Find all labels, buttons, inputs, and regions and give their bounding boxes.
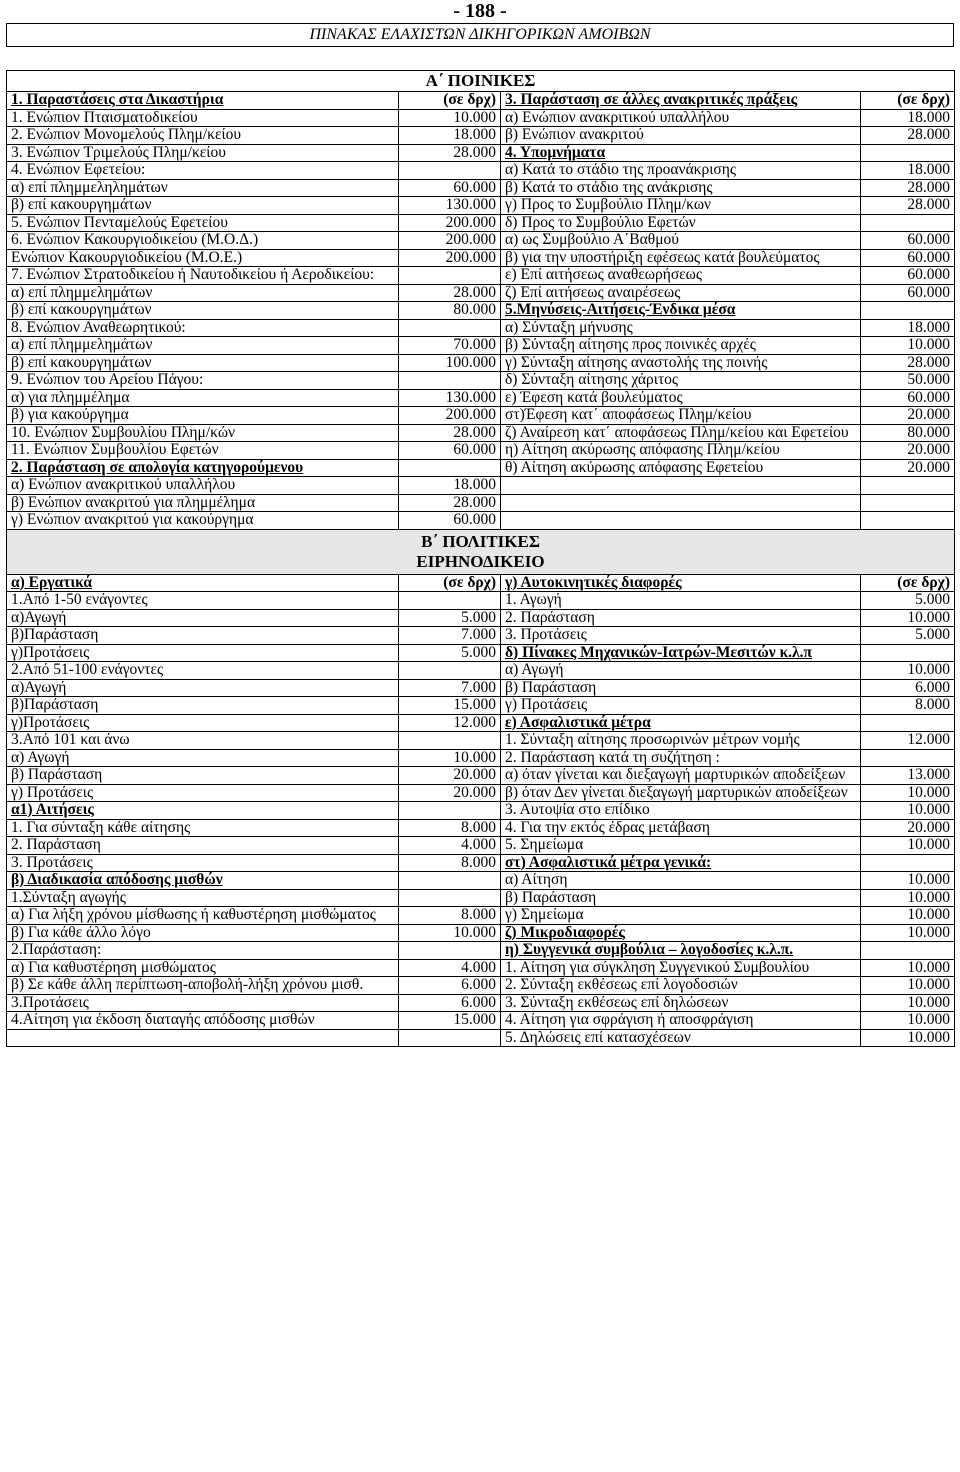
table-row — [7, 644, 955, 662]
right-item-label: β) Κατά το στάδιο της ανάκρισης — [501, 179, 861, 197]
right-item-label: η) Αίτηση ακύρωσης απόφασης Πλημ/κείου — [501, 442, 861, 460]
table-row — [7, 337, 955, 355]
table-row — [7, 872, 955, 890]
left-item-label: β) Ενώπιον ανακριτού για πλημμέλημα — [7, 494, 399, 512]
table-row — [7, 354, 955, 372]
left-item-label: β) επί κακουργημάτων — [7, 302, 399, 320]
table-row — [7, 749, 955, 767]
table-row — [7, 574, 955, 592]
left-item-fee: 10.000 — [399, 109, 501, 127]
right-item-label: β) όταν Δεν γίνεται διεξαγωγή μαρτυρικών αποδείξεων — [501, 784, 861, 802]
right-item-fee: 20.000 — [861, 407, 955, 425]
left-item-label — [7, 1029, 399, 1047]
right-item-fee: 80.000 — [861, 424, 955, 442]
right-item-fee: 28.000 — [861, 197, 955, 215]
left-item-label: 4.Αίτηση για έκδοση διαταγής απόδοσης μισθών — [7, 1012, 399, 1030]
left-item-label: α1) Αιτήσεις — [7, 802, 399, 820]
table-row — [7, 109, 955, 127]
left-item-fee: 12.000 — [399, 714, 501, 732]
right-item-label: δ) Προς το Συμβούλιο Εφετών — [501, 214, 861, 232]
right-item-fee — [861, 214, 955, 232]
table-row — [7, 679, 955, 697]
table-row — [7, 424, 955, 442]
left-item-label: α)Αγωγή — [7, 679, 399, 697]
table-row — [7, 784, 955, 802]
right-item-fee: 10.000 — [861, 994, 955, 1012]
right-item-fee: 60.000 — [861, 267, 955, 285]
table-row — [7, 319, 955, 337]
page-number: - 188 - — [453, 0, 507, 22]
right-item-label: θ) Αίτηση ακύρωσης απόφασης Εφετείου — [501, 459, 861, 477]
left-item-label: 7. Ενώπιον Στρατοδικείου ή Ναυτοδικείου ή Αεροδικείου: — [7, 267, 399, 285]
left-item-fee: 200.000 — [399, 214, 501, 232]
table-row — [7, 732, 955, 750]
right-item-label: 2. Παράσταση κατά τη συζήτηση : — [501, 749, 861, 767]
right-item-fee: 10.000 — [861, 1012, 955, 1030]
table-row — [7, 802, 955, 820]
section-b-title — [7, 529, 955, 574]
left-item-label: 10. Ενώπιον Συμβουλίου Πλημ/κών — [7, 424, 399, 442]
section-b-heading: Β΄ ΠΟΛΙΤΙΚΕΣ — [421, 531, 540, 551]
right-item-fee: 10.000 — [861, 662, 955, 680]
left-item-fee — [399, 872, 501, 890]
right-item-label: β) για την υποστήριξη εφέσεως κατά βουλεύματος — [501, 249, 861, 267]
table-row — [7, 942, 955, 960]
right-item-label — [501, 494, 861, 512]
table-row — [7, 837, 955, 855]
left-item-fee: 70.000 — [399, 337, 501, 355]
right-item-label: β) Παράσταση — [501, 679, 861, 697]
left-item-label: α) επί πλημμελημάτων — [7, 337, 399, 355]
left-item-fee — [399, 459, 501, 477]
left-item-label: β) Παράσταση — [7, 767, 399, 785]
table-row — [7, 889, 955, 907]
table-row — [7, 854, 955, 872]
left-item-label: 4. Ενώπιον Εφετείου: — [7, 162, 399, 180]
table-row — [7, 267, 955, 285]
right-item-fee: 28.000 — [861, 179, 955, 197]
right-item-label: 3. Σύνταξη εκθέσεως επί δηλώσεων — [501, 994, 861, 1012]
left-item-fee: (σε δρχ) — [399, 574, 501, 592]
table-row — [7, 959, 955, 977]
table-row — [7, 144, 955, 162]
table-row — [7, 477, 955, 495]
left-item-fee — [399, 732, 501, 750]
left-item-label: 1.Από 1-50 ενάγοντες — [7, 592, 399, 610]
left-item-fee: 4.000 — [399, 837, 501, 855]
left-item-label: α) Για λήξη χρόνου μίσθωσης ή καθυστέρηση μισθώματος — [7, 907, 399, 925]
right-item-label: γ) Προτάσεις — [501, 697, 861, 715]
table-row — [7, 1012, 955, 1030]
section-b-subheading: ΕΙΡΗΝΟΔΙΚΕΙΟ — [416, 551, 545, 571]
right-item-label: α) Σύνταξη μήνυσης — [501, 319, 861, 337]
left-item-label: β) επί κακουργημάτων — [7, 197, 399, 215]
left-item-label: β) Διαδικασία απόδοσης μισθών — [7, 872, 399, 890]
table-row — [7, 994, 955, 1012]
right-item-fee — [861, 644, 955, 662]
table-row — [7, 284, 955, 302]
section-a-title: Α΄ ΠΟΙΝΙΚΕΣ — [7, 71, 955, 92]
left-item-fee: 8.000 — [399, 819, 501, 837]
right-item-fee: 10.000 — [861, 924, 955, 942]
left-item-fee: 10.000 — [399, 749, 501, 767]
table-row — [7, 627, 955, 645]
right-item-label: η) Συγγενικά συμβούλια – λογοδοσίες κ.λ.π. — [501, 942, 861, 960]
left-item-fee: (σε δρχ) — [399, 92, 501, 110]
left-item-fee: 8.000 — [399, 907, 501, 925]
left-item-label: α) επί πλημμελημάτων — [7, 284, 399, 302]
left-item-fee — [399, 372, 501, 390]
right-item-fee: 60.000 — [861, 284, 955, 302]
table-row — [7, 249, 955, 267]
left-item-fee: 28.000 — [399, 424, 501, 442]
left-item-label: 5. Ενώπιον Πενταμελούς Εφετείου — [7, 214, 399, 232]
left-item-fee: 20.000 — [399, 784, 501, 802]
right-item-label: 5. Δηλώσεις επί κατασχέσεων — [501, 1029, 861, 1047]
right-item-fee: 6.000 — [861, 679, 955, 697]
left-item-label: 1. Ενώπιον Πταισματοδικείου — [7, 109, 399, 127]
right-item-label: 5.Μηνύσεις-Αιτήσεις-Ένδικα μέσα — [501, 302, 861, 320]
right-item-fee: 10.000 — [861, 977, 955, 995]
left-item-label: γ)Προτάσεις — [7, 644, 399, 662]
left-item-fee: 8.000 — [399, 854, 501, 872]
left-item-fee — [399, 802, 501, 820]
right-item-label: 1. Αίτηση για σύγκληση Συγγενικού Συμβουλίου — [501, 959, 861, 977]
table-row — [7, 442, 955, 460]
left-item-label: β) επί κακουργημάτων — [7, 354, 399, 372]
left-item-label: β)Παράσταση — [7, 627, 399, 645]
left-item-label: α)Αγωγή — [7, 609, 399, 627]
right-item-label: γ) Σύνταξη αίτησης αναστολής της ποινής — [501, 354, 861, 372]
right-item-label: ε) Έφεση κατά βουλεύματος — [501, 389, 861, 407]
left-item-fee — [399, 319, 501, 337]
right-item-label: γ) Προς το Συμβούλιο Πλημ/κων — [501, 197, 861, 215]
left-item-fee — [399, 267, 501, 285]
right-item-fee: 28.000 — [861, 354, 955, 372]
right-item-label: α) ως Συμβούλιο Α΄Βαθμού — [501, 232, 861, 250]
right-item-fee: 10.000 — [861, 784, 955, 802]
right-item-fee: 18.000 — [861, 109, 955, 127]
right-item-label: β) Ενώπιον ανακριτού — [501, 127, 861, 145]
left-item-label: 3.Προτάσεις — [7, 994, 399, 1012]
section-header-row — [7, 529, 955, 574]
table-row — [7, 1029, 955, 1047]
left-item-label: Ενώπιον Κακουργιοδικείου (Μ.Ο.Ε.) — [7, 249, 399, 267]
left-item-label: γ) Ενώπιον ανακριτού για κακούργημα — [7, 512, 399, 530]
left-item-label: α) Εργατικά — [7, 574, 399, 592]
right-item-fee: 13.000 — [861, 767, 955, 785]
left-item-label: α) επί πλημμεληλημάτων — [7, 179, 399, 197]
table-row — [7, 127, 955, 145]
right-item-label: ζ) Μικροδιαφορές — [501, 924, 861, 942]
right-item-label: 1. Σύνταξη αίτησης προσωρινών μέτρων νομής — [501, 732, 861, 750]
right-item-fee: 10.000 — [861, 872, 955, 890]
right-item-label: στ)Έφεση κατ΄ αποφάσεως Πλημ/κείου — [501, 407, 861, 425]
table-row — [7, 389, 955, 407]
right-item-fee: 60.000 — [861, 389, 955, 407]
right-item-fee: 12.000 — [861, 732, 955, 750]
right-item-label: 1. Αγωγή — [501, 592, 861, 610]
right-item-label: 3. Αυτοψία στο επίδικο — [501, 802, 861, 820]
table-row — [7, 714, 955, 732]
left-item-fee — [399, 1029, 501, 1047]
right-item-fee: 18.000 — [861, 162, 955, 180]
left-item-label: 2.Από 51-100 ενάγοντες — [7, 662, 399, 680]
left-item-fee: 15.000 — [399, 697, 501, 715]
right-item-fee: 5.000 — [861, 627, 955, 645]
left-item-label: α) Ενώπιον ανακριτικού υπαλλήλου — [7, 477, 399, 495]
table-row — [7, 767, 955, 785]
right-item-fee: 10.000 — [861, 609, 955, 627]
right-item-label: 2. Σύνταξη εκθέσεως επί λογοδοσιών — [501, 977, 861, 995]
right-item-fee: 50.000 — [861, 372, 955, 390]
left-item-fee: 4.000 — [399, 959, 501, 977]
right-item-fee — [861, 714, 955, 732]
left-item-fee: 18.000 — [399, 477, 501, 495]
right-item-label: ζ) Αναίρεση κατ΄ αποφάσεως Πλημ/κείου και Εφετείου — [501, 424, 861, 442]
right-item-fee: 10.000 — [861, 889, 955, 907]
right-item-fee — [861, 494, 955, 512]
right-item-fee — [861, 512, 955, 530]
left-item-label: 11. Ενώπιον Συμβουλίου Εφετών — [7, 442, 399, 460]
left-item-fee: 10.000 — [399, 924, 501, 942]
right-item-fee: 10.000 — [861, 959, 955, 977]
right-item-label: α) Ενώπιον ανακριτικού υπαλλήλου — [501, 109, 861, 127]
right-item-label: 4. Για την εκτός έδρας μετάβαση — [501, 819, 861, 837]
left-item-label: 2. Ενώπιον Μονομελούς Πλημ/κείου — [7, 127, 399, 145]
right-item-fee — [861, 854, 955, 872]
right-item-fee — [861, 942, 955, 960]
right-item-fee: 10.000 — [861, 837, 955, 855]
right-item-fee — [861, 144, 955, 162]
table-row — [7, 494, 955, 512]
table-row — [7, 372, 955, 390]
right-item-label: 3. Παράσταση σε άλλες ανακριτικές πράξεις — [501, 92, 861, 110]
left-item-fee: 18.000 — [399, 127, 501, 145]
left-item-label: 1.Σύνταξη αγωγής — [7, 889, 399, 907]
left-item-label: 3.Από 101 και άνω — [7, 732, 399, 750]
table-row — [7, 697, 955, 715]
table-row — [7, 924, 955, 942]
left-item-label: 1. Για σύνταξη κάθε αίτησης — [7, 819, 399, 837]
left-item-label: 2. Παράσταση σε απολογία κατηγορούμενου — [7, 459, 399, 477]
right-item-fee: 10.000 — [861, 337, 955, 355]
right-item-label: α) Αίτηση — [501, 872, 861, 890]
right-item-label: στ) Ασφαλιστικά μέτρα γενικά: — [501, 854, 861, 872]
right-item-label — [501, 477, 861, 495]
right-item-label: ε) Επί αιτήσεως αναθεωρήσεως — [501, 267, 861, 285]
table-row — [7, 592, 955, 610]
right-item-fee: 10.000 — [861, 1029, 955, 1047]
right-item-label: β) Σύνταξη αίτησης προς ποινικές αρχές — [501, 337, 861, 355]
left-item-fee: 200.000 — [399, 249, 501, 267]
right-item-fee — [861, 302, 955, 320]
table-row — [7, 232, 955, 250]
right-item-label: γ) Αυτοκινητικές διαφορές — [501, 574, 861, 592]
left-item-fee: 15.000 — [399, 1012, 501, 1030]
right-item-label: 5. Σημείωμα — [501, 837, 861, 855]
left-item-fee — [399, 662, 501, 680]
right-item-fee: 20.000 — [861, 459, 955, 477]
left-item-fee — [399, 942, 501, 960]
right-item-fee: 5.000 — [861, 592, 955, 610]
left-item-label: α) Αγωγή — [7, 749, 399, 767]
left-item-label: β) για κακούργημα — [7, 407, 399, 425]
right-item-label: β) Παράσταση — [501, 889, 861, 907]
right-item-fee: 8.000 — [861, 697, 955, 715]
table-row — [7, 977, 955, 995]
right-item-label: 2. Παράσταση — [501, 609, 861, 627]
right-item-fee: 28.000 — [861, 127, 955, 145]
right-item-fee: 10.000 — [861, 907, 955, 925]
right-item-fee — [861, 749, 955, 767]
left-item-fee: 6.000 — [399, 977, 501, 995]
left-item-label: α) Για καθυστέρηση μισθώματος — [7, 959, 399, 977]
section-header-row — [7, 71, 955, 92]
left-item-label: 2.Παράσταση: — [7, 942, 399, 960]
table-row — [7, 179, 955, 197]
table-row — [7, 512, 955, 530]
table-row — [7, 907, 955, 925]
left-item-fee: 200.000 — [399, 407, 501, 425]
right-item-label: γ) Σημείωμα — [501, 907, 861, 925]
right-item-label: δ) Σύνταξη αίτησης χάριτος — [501, 372, 861, 390]
left-item-fee: 5.000 — [399, 644, 501, 662]
left-item-fee — [399, 592, 501, 610]
left-item-fee: 60.000 — [399, 442, 501, 460]
left-item-fee: 60.000 — [399, 179, 501, 197]
right-item-fee: 60.000 — [861, 232, 955, 250]
right-item-fee — [861, 477, 955, 495]
left-item-fee: 6.000 — [399, 994, 501, 1012]
right-item-label: 4. Αίτηση για σφράγιση ή αποσφράγιση — [501, 1012, 861, 1030]
left-item-label: β) Για κάθε άλλο λόγο — [7, 924, 399, 942]
right-item-label: δ) Πίνακες Μηχανικών-Ιατρών-Μεσιτών κ.λ.π — [501, 644, 861, 662]
left-item-fee: 5.000 — [399, 609, 501, 627]
left-item-fee — [399, 162, 501, 180]
left-item-label: 8. Ενώπιον Αναθεωρητικού: — [7, 319, 399, 337]
right-item-label: ε) Ασφαλιστικά μέτρα — [501, 714, 861, 732]
right-item-label: 4. Υπομνήματα — [501, 144, 861, 162]
right-item-fee: (σε δρχ) — [861, 574, 955, 592]
left-item-label: 3. Προτάσεις — [7, 854, 399, 872]
table-row — [7, 92, 955, 110]
table-row — [7, 662, 955, 680]
right-item-fee: 60.000 — [861, 249, 955, 267]
right-item-fee: 10.000 — [861, 802, 955, 820]
left-item-fee — [399, 889, 501, 907]
table-row — [7, 162, 955, 180]
left-item-label: β)Παράσταση — [7, 697, 399, 715]
left-item-fee: 100.000 — [399, 354, 501, 372]
left-item-fee: 80.000 — [399, 302, 501, 320]
left-item-label: γ)Προτάσεις — [7, 714, 399, 732]
right-item-label: α) Αγωγή — [501, 662, 861, 680]
left-item-fee: 60.000 — [399, 512, 501, 530]
table-row — [7, 407, 955, 425]
table-row — [7, 214, 955, 232]
right-item-label: α) όταν γίνεται και διεξαγωγή μαρτυρικών αποδείξεων — [501, 767, 861, 785]
left-item-fee: 28.000 — [399, 144, 501, 162]
right-item-fee: 18.000 — [861, 319, 955, 337]
table-row — [7, 302, 955, 320]
right-item-fee: 20.000 — [861, 442, 955, 460]
right-item-fee: (σε δρχ) — [861, 92, 955, 110]
left-item-fee: 130.000 — [399, 389, 501, 407]
table-row — [7, 459, 955, 477]
right-item-label: α) Κατά το στάδιο της προανάκρισης — [501, 162, 861, 180]
left-item-label: α) για πλημμέλημα — [7, 389, 399, 407]
right-item-label: ζ) Επί αιτήσεως αναιρέσεως — [501, 284, 861, 302]
left-item-label: 3. Ενώπιον Τριμελούς Πλημ/κείου — [7, 144, 399, 162]
left-item-label: 9. Ενώπιον του Αρείου Πάγου: — [7, 372, 399, 390]
fee-table — [6, 70, 955, 1047]
left-item-label: β) Σε κάθε άλλη περίπτωση-αποβολή-λήξη χρόνου μισθ. — [7, 977, 399, 995]
table-row — [7, 197, 955, 215]
left-item-fee: 7.000 — [399, 627, 501, 645]
left-item-fee: 28.000 — [399, 284, 501, 302]
left-item-label: 6. Ενώπιον Κακουργιοδικείου (Μ.Ο.Δ.) — [7, 232, 399, 250]
right-item-label — [501, 512, 861, 530]
document-title: ΠΙΝΑΚΑΣ ΕΛΑΧΙΣΤΩΝ ΔΙΚΗΓΟΡΙΚΩΝ ΑΜΟΙΒΩΝ — [6, 23, 954, 47]
left-item-fee: 7.000 — [399, 679, 501, 697]
left-item-label: 2. Παράσταση — [7, 837, 399, 855]
left-item-fee: 28.000 — [399, 494, 501, 512]
left-item-label: 1. Παραστάσεις στα Δικαστήρια — [7, 92, 399, 110]
left-item-fee: 20.000 — [399, 767, 501, 785]
right-item-label: 3. Προτάσεις — [501, 627, 861, 645]
right-item-fee: 20.000 — [861, 819, 955, 837]
table-row — [7, 609, 955, 627]
left-item-fee: 200.000 — [399, 232, 501, 250]
left-item-label: γ) Προτάσεις — [7, 784, 399, 802]
left-item-fee: 130.000 — [399, 197, 501, 215]
table-row — [7, 819, 955, 837]
